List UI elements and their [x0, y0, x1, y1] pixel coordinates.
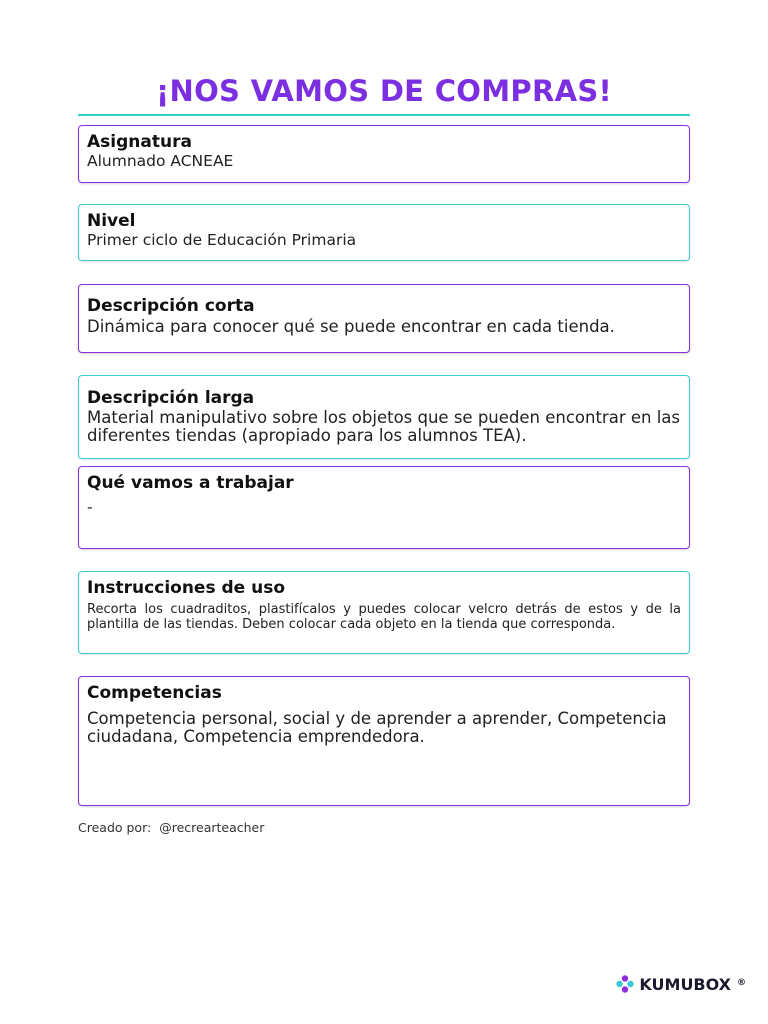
section-heading: Qué vamos a trabajar: [87, 473, 294, 493]
page-title: ¡NOS VAMOS DE COMPRAS!: [155, 74, 613, 108]
section-body: Recorta los cuadraditos, plastifícalos y puedes colocar velcro detrás de estos y de la plantilla de las tiendas. Deben colocar cada objeto en la tienda que corresponda.: [87, 602, 681, 632]
section-heading: Descripción corta: [87, 296, 255, 316]
registered-mark: ®: [737, 978, 746, 988]
section-descripcion-larga: [78, 375, 690, 459]
section-heading: Instrucciones de uso: [87, 578, 286, 598]
section-asignatura: [78, 125, 690, 183]
section-body: -: [87, 498, 93, 516]
section-body: Alumnado ACNEAE: [87, 152, 234, 170]
section-body: Competencia personal, social y de aprender a aprender, Competencia ciudadana, Competencia emprendedora.: [87, 709, 667, 746]
kumubox-logo-icon: [615, 974, 635, 994]
section-body: Dinámica para conocer qué se puede encontrar en cada tienda.: [87, 317, 615, 336]
section-que-vamos-a-trabajar: [78, 466, 690, 549]
credit-label: Creado por:: [78, 820, 152, 835]
credit-line: [78, 820, 264, 835]
section-body: Material manipulativo sobre los objetos que se pueden encontrar en las diferentes tiendas (apropiado para los alumnos TEA).: [87, 408, 681, 445]
section-competencias: [78, 676, 690, 806]
title-divider: [78, 114, 690, 116]
section-heading: Descripción larga: [87, 388, 255, 408]
section-descripcion-corta: [78, 284, 690, 353]
section-nivel: [78, 204, 690, 261]
section-instrucciones-de-uso: [78, 571, 690, 654]
section-heading: Competencias: [87, 683, 222, 703]
credit-handle: @recrearteacher: [159, 820, 265, 835]
section-body: Primer ciclo de Educación Primaria: [87, 231, 357, 249]
brand-logo: [615, 974, 746, 994]
section-heading: Nivel: [87, 211, 136, 231]
section-heading: Asignatura: [87, 132, 192, 152]
brand-name: KUMUBOX: [639, 974, 731, 994]
